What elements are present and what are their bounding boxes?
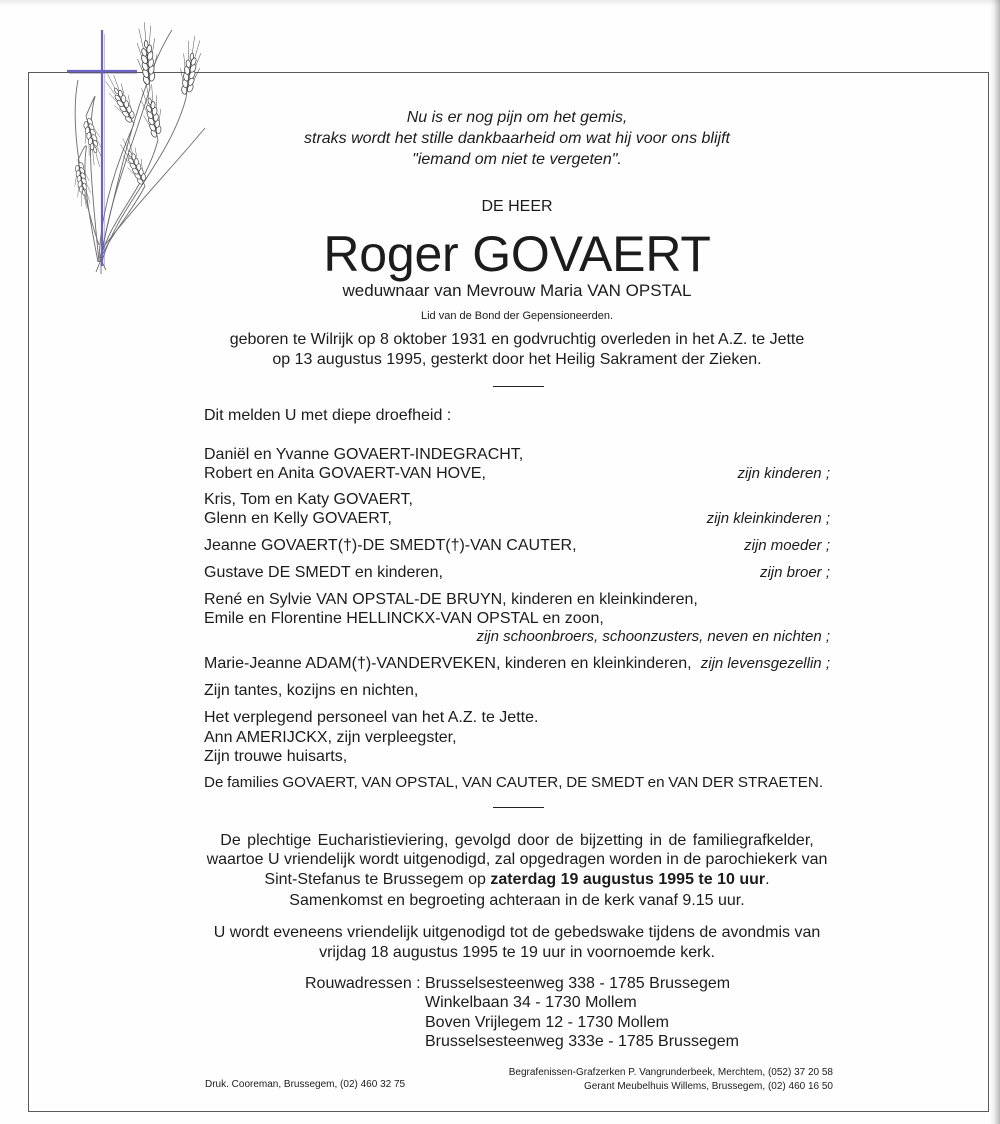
birth-death-line: geboren te Wilrijk op 8 oktober 1931 en godvruchtig overleden in het A.Z. te Jette	[229, 331, 805, 348]
relation-label: zijn kleinkinderen ;	[706, 510, 830, 527]
mourner-line: Kris, Tom en Katy GOVAERT,	[204, 491, 413, 508]
address-line: Boven Vrijlegem 12 - 1730 Mollem	[425, 1014, 669, 1031]
mourner-line: Zijn tantes, kozijns en nichten,	[204, 682, 419, 699]
gathering-line: Samenkomst en begroeting achteraan in de kerk vanaf 9.15 uur.	[289, 892, 745, 909]
vigil-line: vrijdag 18 augustus 1995 te 19 uur in voornoemde kerk.	[319, 944, 715, 961]
undertaker-line: Begrafenissen-Grafzerken P. Vangrunderbeek, Merchtem, (052) 37 20 58	[508, 1067, 833, 1078]
mourner-line: Zijn trouwe huisarts,	[204, 748, 348, 765]
wheat-ear	[71, 159, 94, 210]
mourner-line: Emile en Florentine HELLINCKX-VAN OPSTAL en zoon,	[204, 610, 604, 627]
membership: Lid van de Bond der Gepensioneerden.	[420, 310, 614, 322]
families-line: De families GOVAERT, VAN OPSTAL, VAN CAUTER, DE SMEDT en VAN DER STRAETEN.	[204, 774, 824, 791]
poem-line: Nu is er nog pijn om het gemis,	[406, 109, 628, 126]
address-line: Brusselsesteenweg 333e - 1785 Brussegem	[425, 1033, 739, 1050]
ceremony-date-suffix: .	[765, 871, 770, 888]
widower-of: weduwnaar van Mevrouw Maria VAN OPSTAL	[342, 281, 692, 300]
undertaker-line: Gerant Meubelhuis Willems, Brussegem, (02) 460 16 50	[583, 1081, 833, 1092]
addresses-label: Rouwadressen :	[305, 975, 421, 992]
ceremony-date-line	[117, 870, 917, 890]
mourner-line: Daniël en Yvanne GOVAERT-INDEGRACHT,	[204, 446, 524, 463]
relation-label: zijn moeder ;	[744, 537, 830, 554]
printer-credit: Druk. Cooreman, Brussegem, (02) 460 32 75	[205, 1079, 406, 1090]
mourner-line: Glenn en Kelly GOVAERT,	[204, 510, 392, 527]
mourner-line: Robert en Anita GOVAERT-VAN HOVE,	[204, 465, 486, 482]
vigil-line: U wordt eveneens vriendelijk uitgenodigd tot de gebedswake tijdens de avondmis van	[213, 924, 821, 941]
wheat-ear	[134, 21, 160, 88]
ceremony-date-prefix: Sint-Stefanus te Brussegem op	[264, 871, 491, 888]
scan-edge-shadow	[990, 0, 1000, 1124]
mourner-line: Jeanne GOVAERT(†)-DE SMEDT(†)-VAN CAUTER,	[204, 537, 577, 554]
address-line: Winkelbaan 34 - 1730 Mollem	[425, 994, 637, 1011]
mourner-line: Ann AMERIJCKX, zijn verpleegster,	[204, 729, 457, 746]
announcement-intro: Dit melden U met diepe droefheid :	[204, 407, 452, 424]
birth-death-line: op 13 augustus 1995, gesterkt door het Heilig Sakrament der Zieken.	[272, 351, 762, 368]
relation-label: zijn broer ;	[759, 564, 830, 581]
poem-line: "iemand om niet te vergeten".	[412, 151, 622, 168]
mourner-line: René en Sylvie VAN OPSTAL-DE BRUYN, kinderen en kleinkinderen,	[204, 591, 698, 608]
mourner-line: Marie-Jeanne ADAM(†)-VANDERVEKEN, kinderen en kleinkinderen,	[204, 655, 692, 672]
relation-label: zijn kinderen ;	[737, 465, 830, 482]
relation-label: zijn schoonbroers, schoonzusters, neven en nichten ;	[476, 628, 830, 645]
ceremony-date: zaterdag 19 augustus 1995 te 10 uur	[490, 871, 766, 888]
deceased-name: Roger GOVAERT	[323, 226, 711, 282]
relation-label: zijn levensgezellin ;	[700, 655, 830, 672]
address-line: Brusselsesteenweg 338 - 1785 Brussegem	[425, 975, 731, 992]
mourner-line: Gustave DE SMEDT en kinderen,	[204, 564, 443, 581]
mourner-line: Het verplegend personeel van het A.Z. te Jette.	[204, 709, 539, 726]
divider	[493, 807, 544, 808]
ceremony-line: De plechtige Eucharistieviering, gevolgd door de bijzetting in de familiegrafkelder,	[220, 832, 814, 849]
ceremony-line: waartoe U vriendelijk wordt uitgenodigd, zal opgedragen worden in de parochiekerk van	[206, 851, 828, 868]
salutation: DE HEER	[481, 198, 553, 215]
poem-line: straks wordt het stille dankbaarheid om wat hij voor ons blijft	[304, 130, 730, 147]
wheat-ear	[177, 35, 205, 100]
divider	[493, 386, 544, 387]
